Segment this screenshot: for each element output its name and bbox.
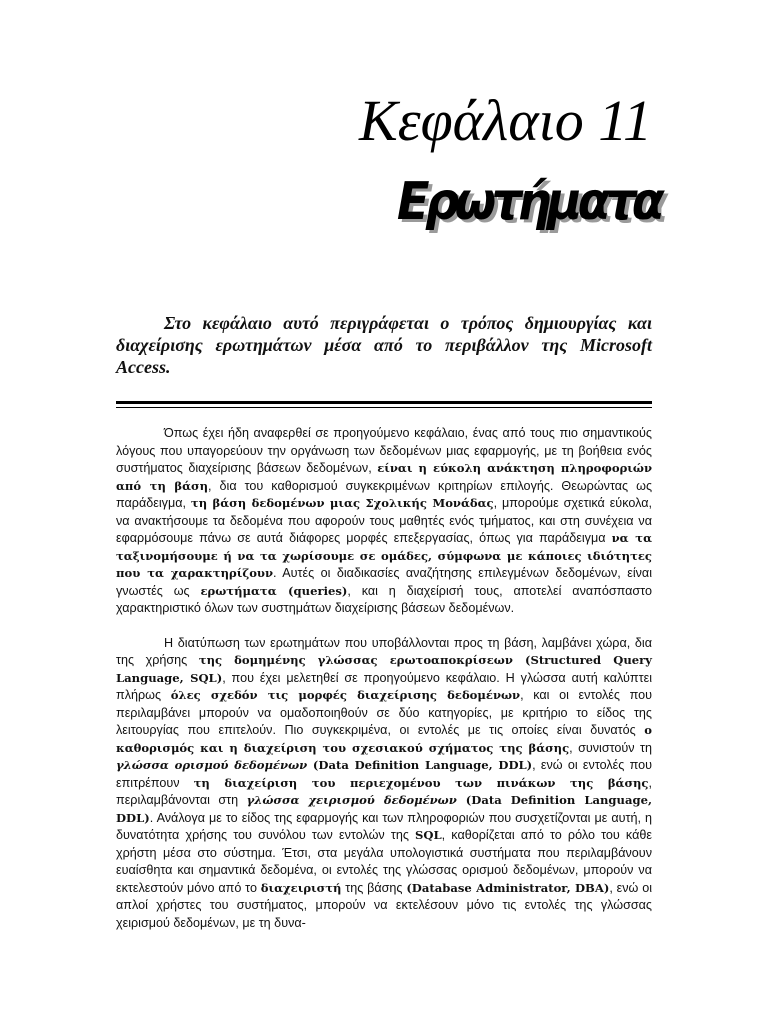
body-text	[116, 425, 652, 949]
text-span: . Αυτές οι διαδικασίες αναζήτησης επιλεγμένων δεδομένων, είναι γνωστές ως	[116, 566, 652, 598]
text-span: , και οι εντολές που περιλαμβάνει μπορούν να ομαδοποιηθούν σε δύο κατηγορίες, με κριτήριο το είδος της λειτουργίας που επιτελούν. Πιο συγκεκριμένα, οι εντολές με τις οποίες είναι δυνατός	[116, 688, 652, 737]
bold-italic-phrase: γλώσσα ορισμού δεδομένων	[116, 758, 308, 772]
text-span: Όπως έχει ήδη αναφερθεί σε προηγούμενο κεφάλαιο, ένας από τους πιο σημαντικούς λόγους που υπαγορεύουν την οργάνωση των δεδομένων μιας εφαρμογής, με τη βοήθεια ενός συστήματος διαχείρισης βάσεων δεδομένων,	[116, 426, 652, 475]
bold-phrase: όλες σχεδόν τις μορφές διαχείρισης δεδομένων	[170, 688, 521, 702]
bold-italic-phrase: γλώσσα χειρισμού δεδομένων	[246, 793, 457, 807]
paragraph-1	[116, 425, 652, 618]
paragraph-2	[116, 635, 652, 933]
divider-thick	[116, 401, 652, 404]
text-span: , μπορούμε σχετικά εύκολα, να ανακτήσουμε τα δεδομένα που αφορούν τους μαθητές ενός τμήματος, και στη συνέχεια να εφαρμόσουμε πάνω σε αυτά διάφορες μορφές επεξεργασίας, όπως για παράδειγμα	[116, 496, 652, 545]
text-span: , και η διαχείρισή τους, αποτελεί αναπόσπαστο χαρακτηριστικό όλων των συστημάτων διαχείρισης βάσεων δεδομένων.	[116, 583, 652, 615]
text-span: , δια του καθορισμού συγκεκριμένων κριτηρίων επιλογής. Θεωρώντας ως παράδειγμα,	[116, 478, 653, 510]
text-span: , καθορίζεται από το ρόλο του κάθε χρήστη μέσα στο σύστημα. Έτσι, στα μεγάλα υπολογιστικά συστήματα που περιλαμβάνουν ευαίσθητα και σημαντικά δεδομένα, οι εντολές της γλώσσας ορισμού δεδομένων, μπορούν να εκτελεστούν μόνο από το	[116, 828, 652, 895]
text-span: Η διατύπωση των ερωτημάτων που υποβάλλονται προς τη βάση, λαμβάνει χώρα, δια της χρήσης	[116, 635, 652, 667]
bold-phrase: (Data Definition Language, DDL)	[307, 758, 533, 772]
text-span: της βάσης	[341, 880, 407, 895]
bold-phrase: ο καθορισμός και η διαχείριση του σχεσιακού σχήματος της βάσης	[116, 723, 652, 755]
bold-phrase: SQL	[415, 828, 442, 842]
bold-phrase: (Database Administrator, DBA)	[406, 880, 610, 895]
text-span: , ενώ οι εντολές που επιτρέπουν	[116, 758, 652, 790]
bold-phrase: ερωτήματα (queries)	[200, 583, 348, 598]
chapter-intro: Στο κεφάλαιο αυτό περιγράφεται ο τρόπος δημιουργίας και διαχείρισης ερωτημάτων μέσα από το περιβάλλον της Microsoft Access.	[116, 313, 652, 377]
bold-phrase: της δομημένης γλώσσας ερωτοαποκρίσεων (Structured Query Language, SQL)	[116, 653, 653, 685]
text-span: , που έχει μελετηθεί σε προηγούμενο κεφάλαιο. Η γλώσσα αυτή καλύπτει πλήρως	[116, 670, 652, 702]
bold-phrase: να τα ταξινομήσουμε ή να τα χωρίσουμε σε ομάδες, σύμφωνα με κάποιες ιδιότητες που τα χαρακτηρίζουν	[116, 531, 652, 580]
bold-phrase: (Data Definition Language, DDL)	[116, 793, 652, 825]
text-span: . Ανάλογα με το είδος της εφαρμογής και των πληροφοριών που συσχετίζονται με αυτή, η δυνατότητα χρήσης του συνόλου των εντολών της	[116, 810, 652, 842]
bold-phrase: τη βάση δεδομένων μιας Σχολικής Μονάδας	[190, 496, 494, 510]
bold-phrase: τη διαχείριση του περιεχομένου των πινάκων της βάσης	[193, 775, 649, 790]
chapter-number: Κεφάλαιο 11	[359, 88, 652, 153]
divider-thin	[116, 407, 652, 408]
text-span: , ενώ οι απλοί χρήστες του συστήματος, μπορούν να εκτελέσουν μόνο τις εντολές της γλώσσας χειρισμού δεδομένων, με τη δυνα-	[116, 880, 652, 930]
text-span: , περιλαμβάνονται στη	[116, 775, 652, 807]
text-span: , συνιστούν τη	[569, 740, 652, 755]
bold-phrase: είναι η εύκολη ανάκτηση πληροφοριών από τη βάση	[116, 461, 652, 493]
chapter-title: Ερωτήματα	[396, 172, 660, 232]
bold-phrase: διαχειριστή	[260, 880, 342, 895]
